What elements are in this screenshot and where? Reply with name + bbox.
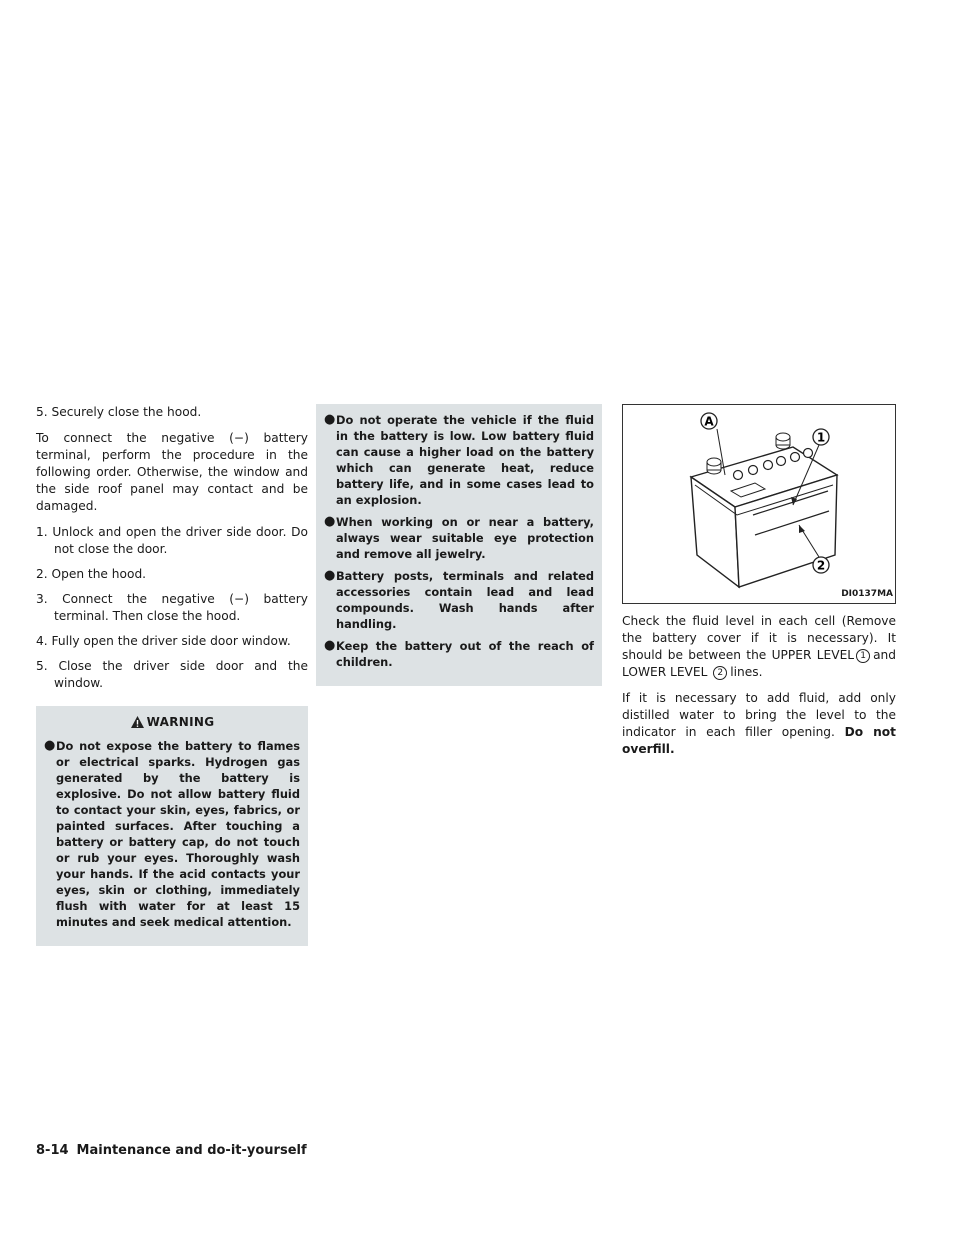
warning-bullet <box>324 638 594 670</box>
warning-bullet <box>324 568 594 632</box>
warning-triangle-icon <box>130 715 145 729</box>
warning-box <box>36 706 308 946</box>
warning-bullet <box>44 738 300 930</box>
do-not-overfill: Do not overfill. <box>622 725 896 756</box>
step-2: 2. Open the hood. <box>36 567 147 581</box>
section-title: Maintenance and do-it-yourself <box>76 1143 307 1158</box>
warning-bullet <box>324 514 594 562</box>
warning-bullet-text: Do not expose the battery to flames or electrical sparks. Hydrogen gas generated by the battery is explosive. Do not allow battery fluid to contact your skin, eyes, fabrics, or painted surfaces. After touching a battery or battery cap, do not touch or rub your eyes. Thoroughly wash your hands. If the acid contacts your eyes, skin or clothing, immediately flush with water for at least 15 minutes and seek medical attention. <box>56 739 300 929</box>
warning-header <box>44 714 300 730</box>
warning-title: WARNING <box>146 715 215 729</box>
step-1: 1. Unlock and open the driver side door. Do not close the door. <box>36 525 308 556</box>
bullet-dot: ● <box>44 738 56 753</box>
callout-1-label: 1 <box>816 430 826 445</box>
warning-box-continued <box>316 404 602 686</box>
page-footer <box>36 1143 307 1158</box>
step-5: 5. Close the driver side door and the window. <box>36 659 308 690</box>
warning-bullet-text: Do not operate the vehicle if the fluid in the battery is low. Low battery fluid can cause a higher load on the battery which can generate heat, reduce battery life, and in some cases lead to an explosion. <box>336 413 594 507</box>
intro-paragraph: To connect the negative (−) battery terminal, perform the procedure in the following order. Otherwise, the window and the side roof panel may contact and be damaged. <box>36 431 308 513</box>
add-fluid-paragraph <box>622 690 896 758</box>
bullet-dot: ● <box>324 638 336 653</box>
fluid-level-text-a: Check the fluid level in each cell (Remove the battery cover if it is necessary). It should be between the UPPER LEVEL <box>622 614 896 662</box>
lower-level-marker: 2 <box>713 666 727 680</box>
battery-figure <box>622 404 896 604</box>
callout-a-label: A <box>704 414 714 429</box>
fluid-level-paragraph <box>622 613 896 681</box>
bullet-dot: ● <box>324 412 336 427</box>
fluid-level-text-c: lines. <box>730 665 763 679</box>
figure-code: DI0137MA <box>839 586 895 603</box>
bullet-dot: ● <box>324 514 336 529</box>
add-fluid-text: If it is necessary to add fluid, add only distilled water to bring the level to the indicator in each filler opening. <box>622 691 896 739</box>
column-1 <box>36 404 308 946</box>
warning-bullet <box>324 412 594 508</box>
upper-level-marker: 1 <box>856 649 870 663</box>
step-3: 3. Connect the negative (−) battery terminal. Then close the hood. <box>36 592 308 623</box>
column-3 <box>622 404 896 767</box>
column-2 <box>316 404 602 686</box>
callout-2-label: 2 <box>816 558 826 573</box>
battery-illustration <box>623 405 895 603</box>
step-4: 4. Fully open the driver side door window. <box>36 634 291 648</box>
bullet-dot: ● <box>324 568 336 583</box>
step-5-close-hood: 5. Securely close the hood. <box>36 405 202 419</box>
fluid-level-text-b: and LOWER LEVEL <box>622 648 896 679</box>
warning-bullet-text: Battery posts, terminals and related accessories contain lead and lead compounds. Wash hands after handling. <box>336 569 594 631</box>
warning-bullet-text: Keep the battery out of the reach of children. <box>336 639 594 669</box>
page-number: 8-14 <box>36 1143 69 1158</box>
warning-bullet-text: When working on or near a battery, always wear suitable eye protection and remove all jewelry. <box>336 515 594 561</box>
